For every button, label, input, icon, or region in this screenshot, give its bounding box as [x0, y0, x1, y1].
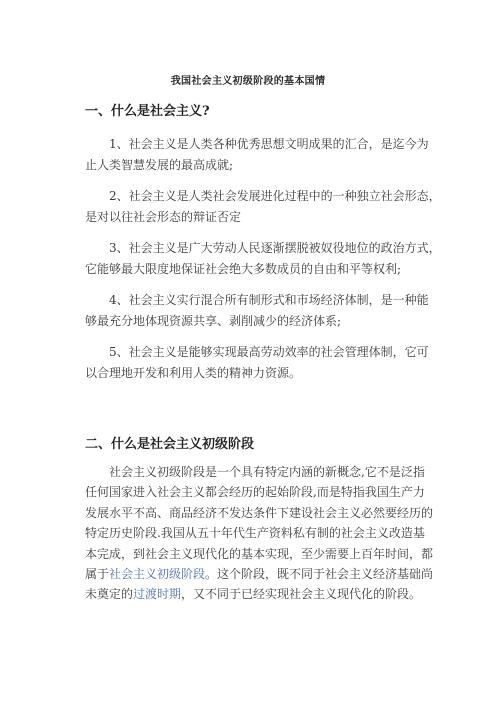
line-text: ，又不同于已经实现社会主义现代化的阶段。: [181, 587, 422, 602]
list-item-line: 3、社会主义是广大劳动人民逐渐摆脱被奴役地位的政治方式，: [109, 241, 441, 255]
list-item: [85, 238, 441, 279]
body-paragraph: [85, 462, 434, 605]
transition-period-link[interactable]: 过渡时期: [133, 587, 182, 602]
paragraph-line: [85, 584, 422, 604]
list-item-line: 够最充分地体现资源共享、剥削减少的经济体系;: [85, 313, 342, 328]
list-item-line: 1、社会主义是人类各种优秀思想文明成果的汇合，是迄今为: [109, 137, 429, 151]
list-item-line: 是对以往社会形态的辩证否定: [85, 209, 242, 224]
paragraph-line: [85, 564, 434, 584]
primary-stage-link[interactable]: 社会主义初级阶段: [109, 567, 206, 582]
list-item: [85, 186, 441, 227]
paragraph-line: 社会主义初级阶段是一个具有特定内涵的新概念,它不是泛指: [109, 465, 425, 479]
list-item: [85, 342, 429, 383]
paragraph-line: 任何国家进入社会主义都会经历的起始阶段,而是特指我国生产力: [85, 485, 425, 500]
line-text: 未奠定的: [85, 587, 134, 602]
list-item: [85, 290, 429, 331]
list-item-line: 2、社会主义是人类社会发展进化过程中的一种独立社会形态，: [109, 189, 441, 203]
list-item-line: 它能够最大限度地保证社会绝大多数成员的自由和平等权利;: [85, 261, 402, 276]
line-text: 属于: [85, 567, 110, 582]
list-item-line: 5、社会主义是能够实现最高劳动效率的社会管理体制，它可: [109, 345, 429, 359]
paragraph-line: 特定历史阶段.我国从五十年代生产资料私有制的社会主义改造基: [85, 526, 425, 541]
list-item-line: 以合理地开发和利用人类的精神力资源。: [85, 365, 302, 380]
list-item-line: 止人类智慧发展的最高成就;: [85, 157, 234, 172]
section-heading-what-is-socialism: 一、什么是社会主义?: [85, 104, 210, 119]
paragraph-line: 发展水平不高、商品经济不发达条件下建设社会主义必然要经历的: [85, 505, 434, 520]
section-heading-primary-stage: 二、什么是社会主义初级阶段: [85, 437, 255, 452]
line-text: 。这个阶段，既不同于社会主义经济基础尚: [205, 567, 434, 582]
list-item-line: 4、社会主义实行混合所有制形式和市场经济体制，是一种能: [109, 293, 429, 307]
paragraph-line: 本完成，到社会主义现代化的基本实现，至少需要上百年时间，都: [85, 546, 434, 561]
document-title: 我国社会主义初级阶段的基本国情: [170, 76, 326, 87]
list-item: [85, 134, 429, 175]
